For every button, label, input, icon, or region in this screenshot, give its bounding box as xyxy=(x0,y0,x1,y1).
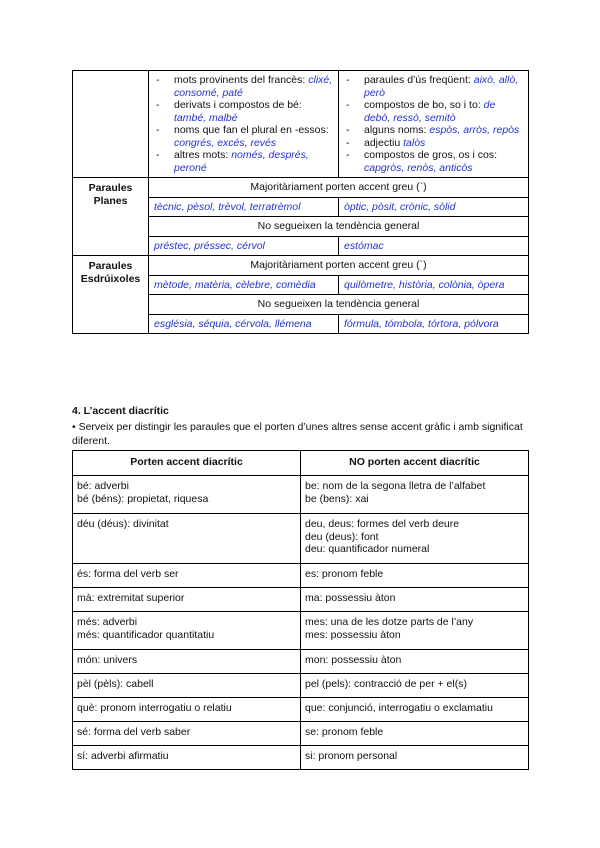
definition-line: mes: possessiu àton xyxy=(305,628,401,641)
unaccented-word-cell xyxy=(301,564,529,588)
definition-line: deu (deus): font xyxy=(305,530,379,543)
list-item: - paraules d’ús freqüent: això, allò, però xyxy=(344,74,523,99)
definition-line: sí: adverbi afirmatiu xyxy=(77,750,169,762)
esdruixoles-label: Paraules Esdrúixoles xyxy=(73,256,149,334)
accented-word-cell xyxy=(73,650,301,674)
accented-word-cell xyxy=(73,564,301,588)
definition-line: se: pronom feble xyxy=(305,726,384,738)
unaccented-word-cell xyxy=(301,674,529,698)
left-list-cell xyxy=(149,71,339,178)
accented-word-cell xyxy=(73,746,301,770)
definition-line: deu, deus: formes del verb deure xyxy=(305,518,460,530)
definition-line: més: adverbi xyxy=(77,616,138,628)
diacritic-table-body xyxy=(73,476,529,770)
esdruixoles-examples-left: mètode, matèria, cèlebre, comèdia xyxy=(149,275,339,295)
list-item: - altres mots: només, després, peroné xyxy=(154,149,333,174)
planes-rule-row xyxy=(73,178,529,198)
definition-line: més: quantificador quantitatiu xyxy=(77,628,215,641)
unaccented-word-cell xyxy=(301,722,529,746)
right-word-list xyxy=(344,74,523,174)
section-intro: • Serveix per distingir les paraules que el porten d’unes altres sense accent gràfic i amb significat diferent. xyxy=(72,421,523,447)
right-list-cell xyxy=(339,71,529,178)
left-word-list xyxy=(154,74,333,174)
list-item: - mots provinents del francès: clixé, consomé, paté xyxy=(154,74,333,99)
planes-examples-left: tècnic, pèsol, trèvol, terratrèmol xyxy=(149,197,339,217)
definition-line: es: pronom feble xyxy=(305,568,384,580)
definition-line: pel (pels): contracció de per + el(s) xyxy=(305,678,467,690)
accented-word-cell xyxy=(73,588,301,612)
list-item: - derivats i compostos de bé: també, malbé xyxy=(154,99,333,124)
table-row xyxy=(73,612,529,650)
agudes-continuation-row xyxy=(73,71,529,178)
unaccented-word-cell xyxy=(301,612,529,650)
unaccented-word-cell xyxy=(301,476,529,514)
planes-rule: Majoritàriament porten accent greu (`) xyxy=(149,178,529,198)
empty-category-cell xyxy=(73,71,149,178)
definition-line: si: pronom personal xyxy=(305,750,398,762)
definition-line: mà: extremitat superior xyxy=(77,592,185,604)
esdruixoles-rule-row xyxy=(73,256,529,276)
definition-line: és: forma del verb ser xyxy=(77,568,179,580)
esdruixoles-exception-right: fórmula, tómbola, tórtora, pólvora xyxy=(339,314,529,334)
planes-exception-right: estómac xyxy=(339,236,529,256)
definition-line: be (bens): xai xyxy=(305,492,369,505)
table-header-row xyxy=(73,451,529,476)
header-without-accent: NO porten accent diacrític xyxy=(301,451,529,476)
header-with-accent: Porten accent diacrític xyxy=(73,451,301,476)
esdruixoles-exception-left: església, séquia, cérvola, llémena xyxy=(149,314,339,334)
esdruixoles-exception-label: No segueixen la tendència general xyxy=(149,295,529,315)
accented-word-cell xyxy=(73,476,301,514)
planes-label: Paraules Planes xyxy=(73,178,149,256)
accent-rules-table xyxy=(72,70,529,334)
table-row xyxy=(73,722,529,746)
unaccented-word-cell xyxy=(301,650,529,674)
diacritic-table xyxy=(72,450,529,770)
planes-exception-left: préstec, préssec, cérvol xyxy=(149,236,339,256)
definition-line: déu (déus): divinitat xyxy=(77,518,169,530)
accented-word-cell xyxy=(73,698,301,722)
list-item: - alguns noms: espòs, arròs, repòs xyxy=(344,124,523,137)
definition-line: mon: possessiu àton xyxy=(305,654,402,666)
accented-word-cell xyxy=(73,514,301,564)
list-item: - compostos de bo, so i to: de debò, ressò, semitò xyxy=(344,99,523,124)
definition-line: què: pronom interrogatiu o relatiu xyxy=(77,702,232,714)
definition-line: bé (béns): propietat, riquesa xyxy=(77,492,209,505)
list-item: - noms que fan el plural en -essos: congrés, excés, revés xyxy=(154,124,333,149)
accented-word-cell xyxy=(73,612,301,650)
table-row xyxy=(73,674,529,698)
table-row xyxy=(73,514,529,564)
unaccented-word-cell xyxy=(301,746,529,770)
definition-line: ma: possessiu àton xyxy=(305,592,396,604)
planes-examples-right: òptic, pòsit, crònic, sòlid xyxy=(339,197,529,217)
definition-line: bé: adverbi xyxy=(77,480,129,492)
definition-line: món: univers xyxy=(77,654,138,666)
table-row xyxy=(73,698,529,722)
esdruixoles-examples-right: quilòmetre, història, colònia, òpera xyxy=(339,275,529,295)
unaccented-word-cell xyxy=(301,698,529,722)
table-row xyxy=(73,650,529,674)
table-row xyxy=(73,476,529,514)
accented-word-cell xyxy=(73,674,301,698)
list-item: - adjectiu talòs xyxy=(344,137,523,150)
table-row xyxy=(73,746,529,770)
definition-line: que: conjunció, interrogatiu o exclamatiu xyxy=(305,702,493,714)
definition-line: mes: una de les dotze parts de l’any xyxy=(305,616,474,628)
unaccented-word-cell xyxy=(301,588,529,612)
definition-line: sé: forma del verb saber xyxy=(77,726,191,738)
list-item: - compostos de gros, os i cos: capgròs, renòs, anticòs xyxy=(344,149,523,174)
section-title: 4. L’accent diacrític xyxy=(72,405,169,417)
planes-exception-label: No segueixen la tendència general xyxy=(149,217,529,237)
definition-line: deu: quantificador numeral xyxy=(305,543,430,555)
definition-line: be: nom de la segona lletra de l’alfabet xyxy=(305,480,486,492)
accented-word-cell xyxy=(73,722,301,746)
unaccented-word-cell xyxy=(301,514,529,564)
table-row xyxy=(73,588,529,612)
table-row xyxy=(73,564,529,588)
definition-line: pèl (pèls): cabell xyxy=(77,678,154,690)
esdruixoles-rule: Majoritàriament porten accent greu (`) xyxy=(149,256,529,276)
